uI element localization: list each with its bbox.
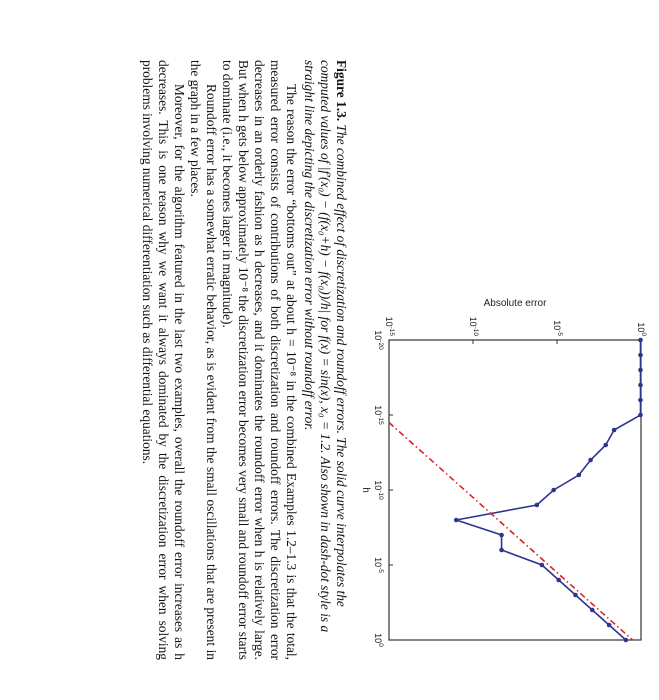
- data-point: [551, 488, 556, 493]
- paragraph-2: Roundoff error has a somewhat erratic behavior, as is evident from the small oscillations that are present in the graph in a few places.: [188, 60, 219, 660]
- data-point: [603, 443, 608, 448]
- data-point: [573, 593, 578, 598]
- paragraph-3: Moreover, for the algorithm featured in the last two examples, overall the roundoff error increases as h decreases. This is one reason why we want it always dominated by the discretization error when solving problems involving numerical differentiation such as differential equations.: [140, 60, 187, 660]
- paragraph-1: The reason the error “bottoms out” at about h = 10⁻⁸ in the combined Examples 1.2–1.3 is that the total, measured error consists of contributions of both discretization and roundoff errors. The discretization error decreases in an orderly fashion as h decreases, and it dominates the roundoff error when h is relatively large. But when h gets below approximately 10⁻⁸ the discretization error becomes very small and roundoff error starts to dominate (i.e., it becomes larger in magnitude).: [220, 60, 299, 660]
- x-tick-label: $10^{-10}$: [373, 480, 384, 500]
- y-axis-label: Absolute error: [483, 298, 547, 309]
- data-point: [577, 473, 582, 478]
- data-point: [612, 428, 617, 433]
- data-point: [638, 398, 643, 403]
- plot-frame: [389, 340, 641, 640]
- x-axis-label: h: [360, 487, 371, 493]
- body-text: [139, 60, 299, 660]
- data-point: [638, 353, 643, 358]
- y-tick-label: $10^{-15}$: [384, 316, 395, 336]
- figure-caption: [301, 60, 349, 660]
- data-point: [638, 338, 643, 343]
- data-point: [638, 368, 643, 373]
- y-tick-label: $10^{-5}$: [552, 320, 563, 336]
- data-point: [499, 548, 504, 553]
- data-point: [590, 608, 595, 613]
- y-tick-label: $10^0$: [636, 322, 647, 336]
- figure-caption-text: The combined effect of discretization and roundoff errors. The solid curve interpolates the computed values of |f′(x₀) − (f(x₀+h) − f(x₀))/h| for f(x) = sin(x), x₀ = 1.2. Also shown in dash-dot style is a straight line depicting the discretization error without roundoff error.: [302, 60, 349, 633]
- data-point: [499, 533, 504, 538]
- x-tick-label: $10^{-20}$: [373, 330, 384, 350]
- data-point: [624, 638, 629, 643]
- data-point: [540, 563, 545, 568]
- data-point: [638, 413, 643, 418]
- data-point: [454, 518, 459, 523]
- computed-error-line: [456, 340, 640, 640]
- x-tick-label: $10^{-5}$: [373, 557, 384, 573]
- x-tick-label: $10^{-15}$: [373, 405, 384, 425]
- series-group: [389, 338, 643, 643]
- y-tick-label: $10^{-10}$: [468, 316, 479, 336]
- data-point: [556, 578, 561, 583]
- data-point: [607, 623, 612, 628]
- x-tick-label: $10^0$: [373, 633, 384, 647]
- error-plot: [349, 0, 659, 700]
- data-point: [588, 458, 593, 463]
- x-ticks: [373, 330, 393, 647]
- figure-label: Figure 1.3.: [334, 60, 349, 122]
- data-point: [638, 383, 643, 388]
- plot-axes: [389, 340, 641, 640]
- data-point: [535, 503, 540, 508]
